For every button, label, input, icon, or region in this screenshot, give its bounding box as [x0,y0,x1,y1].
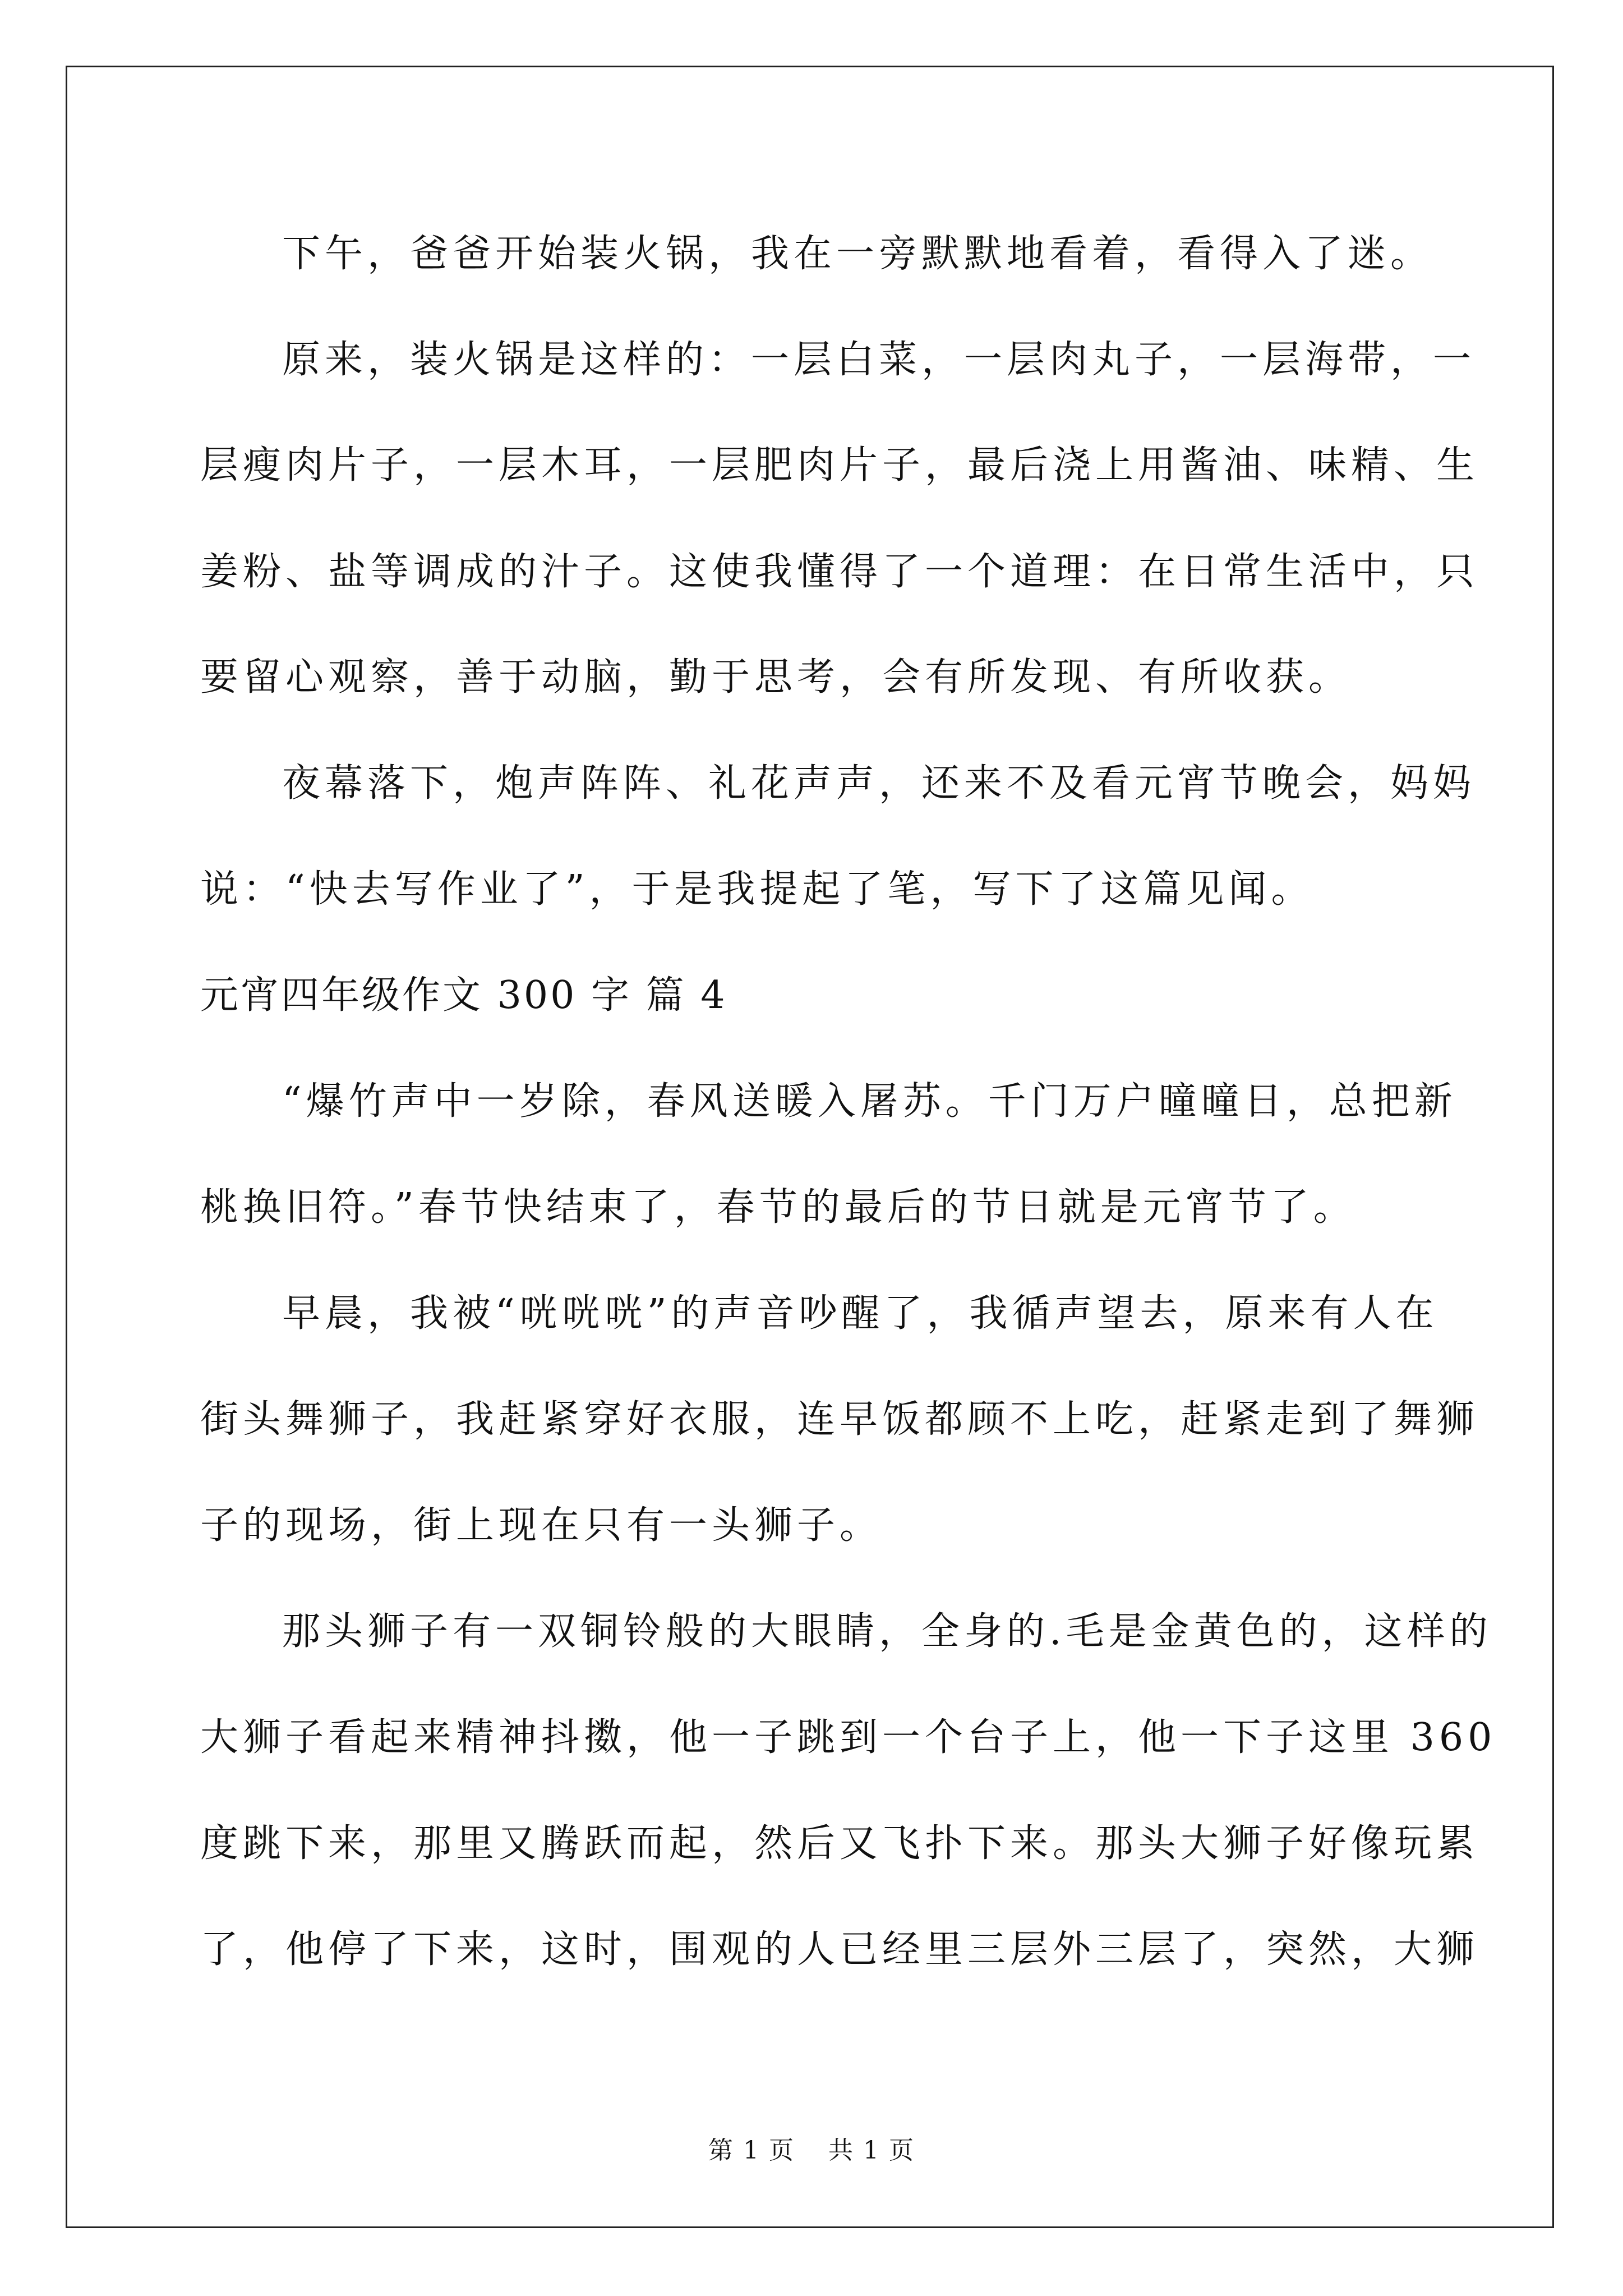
paragraph-line: 了，他停了下来，这时，围观的人已经里三层外三层了，突然，大狮 [200,1927,1479,1972]
paragraph-line: 子的现场，街上现在只有一头狮子。 [200,1503,883,1548]
paragraph-line: 度跳下来，那里又腾跃而起，然后又飞扑下来。那头大狮子好像玩累 [200,1821,1479,1866]
paragraph-line: 那头狮子有一双铜铃般的大眼睛，全身的.毛是金黄色的，这样的 [282,1609,1492,1654]
paragraph-line: 要留心观察，善于动脑，勤于思考，会有所发现、有所收获。 [200,655,1352,700]
paragraph-line: 原来，装火锅是这样的：一层白菜，一层肉丸子，一层海带，一 [282,338,1476,382]
page-number: 第 1 页 [708,2136,795,2165]
paragraph-line: “爆竹声中一岁除，春风送暖入屠苏。千门万户曈曈日，总把新 [282,1079,1457,1124]
paragraph-line: 层瘦肉片子，一层木耳，一层肥肉片子，最后浇上用酱油、味精、生 [200,443,1479,487]
paragraph-line: 早晨，我被“咣咣咣”的声音吵醒了，我循声望去，原来有人在 [282,1291,1438,1336]
paragraph-line: 街头舞狮子，我赶紧穿好衣服，连早饭都顾不上吃，赶紧走到了舞狮 [200,1397,1479,1442]
paragraph-line: 夜幕落下，炮声阵阵、礼花声声，还来不及看元宵节晚会，妈妈 [282,761,1476,806]
page-border [66,66,1554,2228]
page-footer [0,2135,1623,2166]
paragraph-line: 说：“快去写作业了”，于是我提起了笔，写下了这篇见闻。 [200,867,1314,912]
page-total: 共 1 页 [828,2136,915,2165]
paragraph-line: 桃换旧符。”春节快结束了，春节的最后的节日就是元宵节了。 [200,1185,1356,1230]
paragraph-line: 大狮子看起来精神抖擞，他一子跳到一个台子上，他一下子这里 360 [200,1715,1497,1760]
paragraph-line: 下午，爸爸开始装火锅，我在一旁默默地看着，看得入了迷。 [282,232,1433,276]
paragraph-line: 姜粉、盐等调成的汁子。这使我懂得了一个道理：在日常生活中，只 [200,550,1479,594]
section-heading: 元宵四年级作文 300 字 篇 4 [200,973,727,1018]
